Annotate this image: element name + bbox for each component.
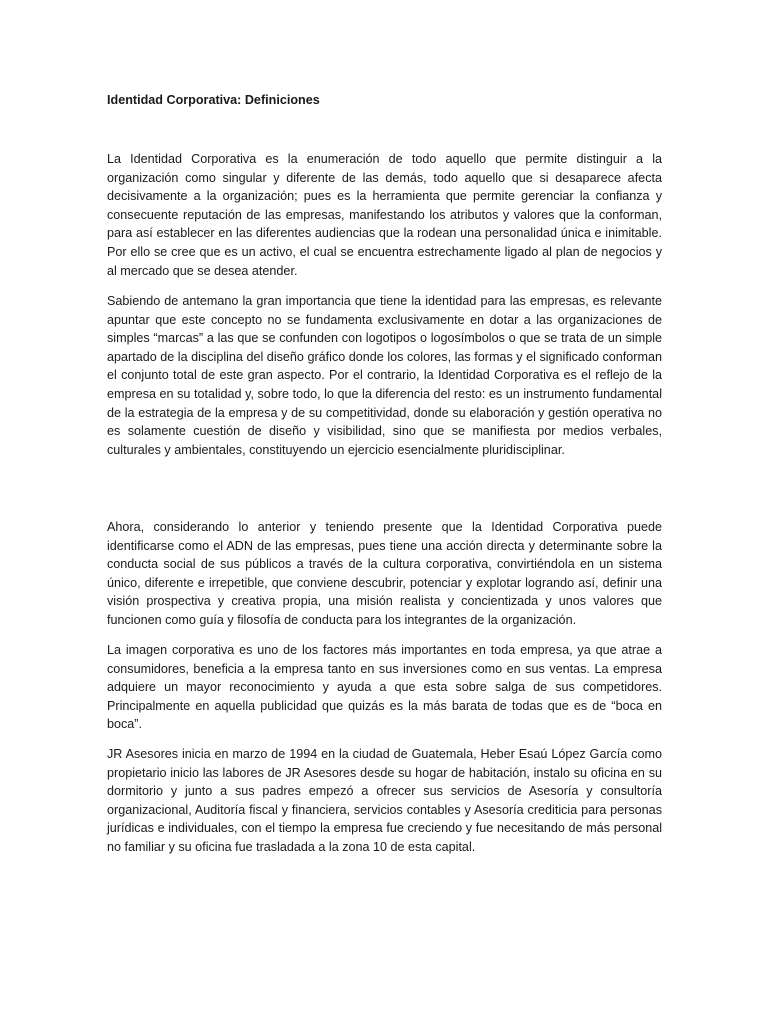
paragraph-identity-dna: Ahora, considerando lo anterior y teniendo presente que la Identidad Corporativa puede identificarse como el ADN de las empresas, pues tiene una acción directa y determinante sobre la conducta social de sus públicos a través de la cultura corporativa, convirtiéndola en un sistema único, diferente e irrepetible, que conviene descubrir, potenciar y explotar logrando así, definir una visión prospectiva y creativa propia, una misión realista y concientizada y unos valores que funcionen como guía y filosofía de conducta para los integrantes de la organización.: [107, 520, 662, 627]
document-page: [107, 0, 662, 1024]
paragraph-identity-importance: Sabiendo de antemano la gran importancia que tiene la identidad para las empresas, es relevante apuntar que este concepto no se fundamenta exclusivamente en dotar a las organizaciones de simples “marcas” a las que se confunden con logotipos o logosímbolos o que se trata de un simple apartado de la disciplina del diseño gráfico donde los colores, las formas y el significado conforman el conjunto total de este gran aspecto. Por el contrario, la Identidad Corporativa es el reflejo de la empresa en su totalidad y, sobre todo, lo que la diferencia del resto: es un instrumento fundamental de la estrategia de la empresa y de su competitividad, donde su elaboración y gestión operativa no es solamente cuestión de diseño y visibilidad, sino que se manifiesta por medios verbales, culturales y ambientales, constituyendo un ejercicio esencialmente pluridisciplinar.: [107, 294, 662, 457]
paragraph-identity-definition: La Identidad Corporativa es la enumeración de todo aquello que permite distinguir a la organización como singular y diferente de las demás, todo aquello que si desaparece afecta decisivamente a la organización; pues es la herramienta que permite gerenciar la confianza y consecuente reputación de las empresas, manifestando los atributos y valores que la conforman, para así establecer en las diferentes audiencias que la rodean una personalidad única e inimitable. Por ello se cree que es un activo, el cual se encuentra estrechamente ligado al plan de negocios y al mercado que se desea atender.: [107, 152, 662, 278]
paragraph-corporate-image: La imagen corporativa es uno de los factores más importantes en toda empresa, ya que atrae a consumidores, beneficia a la empresa tanto en sus inversiones como en sus ventas. La empresa adquiere un mayor reconocimiento y ayuda a que esta sobre salga de sus competidores. Principalmente en aquella publicidad que quizás es la más barata de todas que es de “boca en boca”.: [107, 643, 662, 732]
document-title: Identidad Corporativa: Definiciones: [107, 93, 320, 107]
paragraph-jr-asesores-history: JR Asesores inicia en marzo de 1994 en la ciudad de Guatemala, Heber Esaú López García como propietario inicio las labores de JR Asesores desde su hogar de habitación, instalo su oficina en su dormitorio y junto a sus padres empezó a ofrecer sus servicios de Asesoría y consultoría organizacional, Auditoría fiscal y financiera, servicios contables y Asesoría crediticia para personas jurídicas e individuales, con el tiempo la empresa fue creciendo y fue necesitando de más personal no familiar y su oficina fue trasladada a la zona 10 de esta capital.: [107, 747, 662, 854]
